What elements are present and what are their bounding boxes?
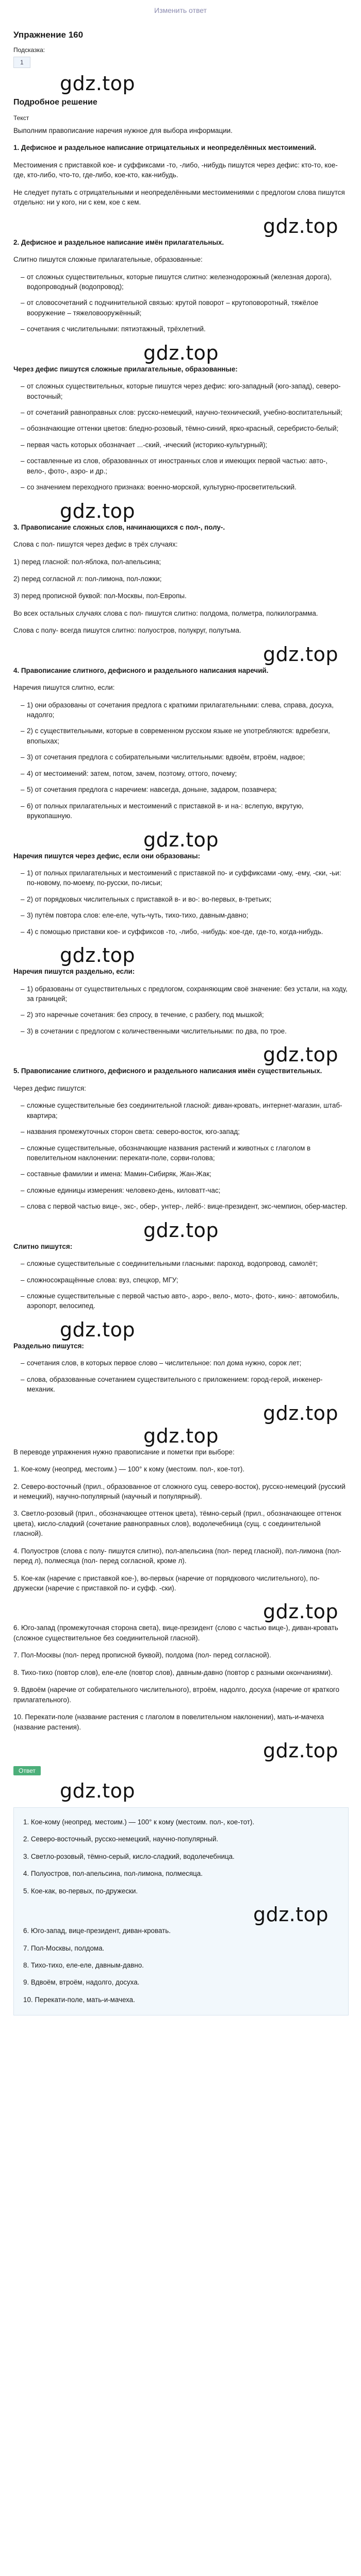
answer-item: 7. Пол-Москвы (пол- перед прописной буквой), полдома (пол- перед согласной). (13, 1651, 271, 1659)
section-title: 4. Правописание слитного, дефисного и раздельного написания наречий. (13, 666, 269, 674)
watermark-stamp: gdz.top (262, 214, 338, 238)
answer-item: 2. Северо-восточный, русско-немецкий, научно-популярный. (23, 1835, 219, 1843)
list-item: – составленные из слов, образованных от иностранных слов и имеющих первой частью: авто-, вело-, фото-, аэро- и др.; (21, 456, 349, 476)
hint-label: Подсказка: (13, 46, 45, 54)
watermark-stamp: gdz.top (60, 1318, 136, 1341)
top-link[interactable]: Изменить ответ (154, 6, 207, 14)
sections (13, 143, 349, 1424)
list-item: – 4) с помощью приставки кое- и суффиксов -то, -либо, -нибудь: кое-где, где-то, когда-нибудь. (21, 927, 349, 937)
list-item: – со значением переходного признака: военно-морской, культурно-просветительский. (21, 482, 349, 492)
list-item: – 3) в сочетании с предлогом с количественными числительными: по два, по трое. (21, 1026, 349, 1036)
section-title: 1. Дефисное и раздельное написание отрицательных и неопределённых местоимений. (13, 144, 316, 152)
answer-item: 8. Тихо-тихо, еле-еле, давным-давно. (23, 1961, 144, 1969)
section-list (13, 272, 349, 334)
section-list (13, 984, 349, 1037)
list-item: – 1) от полных прилагательных и местоимений с приставкой по- и суффиксами -ому, -ему, -ски, -ьи: по-новому, по-моему, по-русски, по-лисьи; (21, 868, 349, 888)
answer-label: Ответ (13, 1766, 41, 1775)
section-paragraph: 1) перед гласной: пол-яблока, пол-апельсина; (13, 557, 161, 566)
answer-item: 5. Кое-как, во-первых, по-дружески. (23, 1887, 138, 1895)
tab-1[interactable]: 1 (13, 57, 30, 68)
list-item: – составные фамилии и имена: Мамин-Сибиряк, Жан-Жак; (21, 1169, 349, 1179)
answer-item: 1. Кое-кому (неопред. местоим.) — 100° к кому (местоим. пол-, кое-тот). (23, 1818, 255, 1826)
section-paragraph: Наречия пишутся слитно, если: (13, 684, 115, 692)
list-item: – первая часть которых обозначает ...-ский, -ический (историко-культурный); (21, 440, 349, 450)
answer-box (13, 1807, 349, 2015)
answer-item: 3. Светло-розовый (прил., обозначающее оттенок цвета), тёмно-серый (прил., обозначающее оттенок цвета), кисло-сладкий (сочетание равноправных слов), водолечебница (сущ. с соединительной гласной). (13, 1510, 341, 1538)
list-item: – 1) они образованы от сочетания предлога с краткими прилагательными: слева, справа, досуха, надолго; (21, 700, 349, 720)
answer-item: 6. Юго-запад, вице-президент, диван-кровать. (23, 1927, 171, 1935)
section-paragraph: Слитно пишутся сложные прилагательные, образованные: (13, 256, 203, 264)
section-list (13, 1358, 349, 1394)
text-label: Текст (13, 114, 29, 122)
section-list (13, 700, 349, 821)
solution-title: Подробное решение (13, 98, 97, 107)
answer-item: 4. Полуостров (слова с полу- пишутся слитно), пол-апельсина (пол- перед гласной), пол-лимона (пол- перед л), полмесяца (пол- перед согласной, кроме л). (13, 1547, 341, 1565)
watermark-stamp: gdz.top (60, 1779, 136, 1802)
answer-list-full (13, 1464, 349, 1732)
section-title: Слитно пишутся: (13, 1242, 73, 1250)
watermark-stamp: gdz.top (262, 642, 338, 666)
closing-paragraph: В переводе упражнения нужно правописание и пометки при выборе: (13, 1448, 235, 1456)
section-list (13, 1100, 349, 1212)
list-item: – от словосочетаний с подчинительной связью: крутой поворот – крутоповоротный, тяжёлое вооружение – тяжеловооружённый; (21, 298, 349, 318)
section-paragraph: Слова с полу- всегда пишутся слитно: полуостров, полукруг, полутьма. (13, 626, 241, 635)
list-item: – 6) от полных прилагательных и местоимений с приставкой в- и на-: вслепую, вкрутую, врукопашную. (21, 801, 349, 821)
section-title: 3. Правописание сложных слов, начинающихся с пол-, полу-. (13, 523, 225, 531)
watermark-stamp: gdz.top (60, 944, 136, 967)
watermark-stamp: gdz.top (262, 1043, 338, 1066)
answer-item: 4. Полуостров, пол-апельсина, пол-лимона, полмесяца. (23, 1870, 203, 1878)
list-item: – сложносокращённые слова: вуз, спецкор, МГУ; (21, 1275, 349, 1285)
section-paragraph: Не следует путать с отрицательными и неопределёнными местоимениями с предлогом слова пишутся отдельно: ни у кого, ни с кем, кое с кем. (13, 188, 345, 207)
answer-item: 9. Вдвоём (наречие от собирательного числительного), втроём, надолго, досуха (наречие от краткого прилагательного). (13, 1686, 339, 1704)
watermark-stamp: gdz.top (262, 1739, 338, 1762)
watermark-stamp: gdz.top (60, 499, 136, 522)
list-item: – 5) от сочетания предлога с наречием: навсегда, доныне, задаром, позавчера; (21, 785, 349, 794)
watermark-stamp: gdz.top (143, 341, 219, 364)
answer-item: 6. Юго-запад (промежуточная сторона света), вице-президент (слово с частью вице-), диван-кровать (сложное существительное без соединительной гласной). (13, 1624, 338, 1642)
section-title: Раздельно пишутся: (13, 1342, 84, 1350)
answer-item: 10. Перекати-поле (название растения с глаголом в повелительном наклонении), мать-и-мачеха (название растения). (13, 1713, 324, 1731)
intro: Выполним правописание наречия нужное для выбора информации. (13, 127, 233, 134)
answer-item: 7. Пол-Москвы, полдома. (23, 1944, 105, 1952)
section-list (13, 381, 349, 493)
content (13, 21, 349, 2021)
list-item: – сочетания с числительными: пятиэтажный, трёхлетний. (21, 324, 349, 334)
answer-item: 5. Кое-как (наречие с приставкой кое-), во-первых (наречие от порядкового числительного), по-дружески (наречие с приставкой по- и суфф. -ски). (13, 1574, 320, 1592)
list-item: – 2) от порядковых числительных с приставкой в- и во-: во-первых, в-третьих; (21, 894, 349, 904)
list-item: – 2) это наречные сочетания: без спросу, в течение, с разбегу, под мышкой; (21, 1010, 349, 1020)
watermark-stamp: gdz.top (143, 1424, 219, 1447)
list-item: – сложные существительные, обозначающие названия растений и животных с глаголом в повелительном наклонении: перекати-поле, сорви-голова; (21, 1143, 349, 1163)
list-item: – 2) с существительными, которые в современном русском языке не употребляются: вдребезги, впопыхах; (21, 726, 349, 746)
section-list (13, 868, 349, 937)
answer-item: 8. Тихо-тихо (повтор слов), еле-еле (повтор слов), давным-давно (повтор с разными окончаниями). (13, 1668, 333, 1676)
tabs (13, 57, 349, 68)
answer-item: 3. Светло-розовый, тёмно-серый, кисло-сладкий, водолечебница. (23, 1852, 235, 1860)
list-item: – слова, образованные сочетанием существительного с приложением: город-герой, инженер-механик. (21, 1375, 349, 1395)
list-item: – от сочетаний равноправных слов: русско-немецкий, научно-технический, учебно-воспитательный; (21, 408, 349, 417)
watermark-stamp: gdz.top (143, 828, 219, 851)
list-item: – сложные единицы измерения: человеко-день, киловатт-час; (21, 1185, 349, 1195)
section-title: 2. Дефисное и раздельное написание имён прилагательных. (13, 238, 224, 246)
watermark-stamp: gdz.top (253, 1903, 329, 1926)
section-paragraph: Во всех остальных случаях слова с пол- пишутся слитно: полдома, полметра, полкилограмма. (13, 609, 318, 617)
list-item: – сложные существительные с первой частью авто-, аэро-, вело-, мото-, фото-, кино-: автомобиль, аэропорт, велосипед. (21, 1291, 349, 1311)
watermark-stamp: gdz.top (60, 72, 136, 95)
list-item: – слова с первой частью вице-, экс-, обер-, унтер-, лейб-: вице-президент, экс-чемпион, обер-мастер. (21, 1201, 349, 1211)
section-list (13, 1259, 349, 1311)
section-title: 5. Правописание слитного, дефисного и раздельного написания имён существительных. (13, 1067, 322, 1075)
section-title: Наречия пишутся раздельно, если: (13, 968, 135, 976)
section-paragraph: 2) перед согласной л: пол-лимона, пол-ложки; (13, 574, 162, 583)
list-item: – сложные существительные с соединительными гласными: пароход, водопровод, самолёт; (21, 1259, 349, 1268)
list-item: – 4) от местоимений: затем, потом, зачем, поэтому, оттого, почему; (21, 769, 349, 778)
list-item: – сложные существительные без соединительной гласной: диван-кровать, интернет-магазин, штаб-квартира; (21, 1100, 349, 1121)
list-item: – названия промежуточных сторон света: северо-восток, юго-запад; (21, 1127, 349, 1137)
section-paragraph: Местоимения с приставкой кое- и суффиксами -то, -либо, -нибудь пишутся через дефис: кто-то, кое-где, кто-либо, что-то, где-либо, кое-кто, как-нибудь. (13, 161, 338, 179)
top-bar (0, 0, 361, 21)
answer-item: 9. Вдвоём, втроём, надолго, досуха. (23, 1978, 140, 1987)
list-item: – 1) образованы от существительных с предлогом, сохраняющим своё значение: без устали, на ходу, за границей; (21, 984, 349, 1004)
list-item: – обозначающие оттенки цветов: бледно-розовый, тёмно-синий, ярко-красный, серебристо-белый; (21, 423, 349, 433)
section-paragraph: 3) перед прописной буквой: пол-Москвы, пол-Европы. (13, 592, 187, 600)
watermark-stamp: gdz.top (143, 1218, 219, 1242)
answer-item: 2. Северо-восточный (прил., образованное от сложного сущ. северо-восток), русско-немецкий (русский и немецкий), научно-популярный (научный и популярный). (13, 1482, 346, 1500)
watermark-stamp: gdz.top (262, 1401, 338, 1425)
list-item: – от сложных существительных, которые пишутся слитно: железнодорожный (железная дорога), водопроводный (водопровод); (21, 272, 349, 292)
exercise-title: Упражнение 160 (13, 30, 84, 40)
section-title: Наречия пишутся через дефис, если они образованы: (13, 852, 201, 860)
list-item: – 3) от сочетания предлога с собирательными числительными: вдвоём, втроём, надвое; (21, 752, 349, 762)
list-item: – сочетания слов, в которых первое слово – числительное: пол дома нужно, сорок лет; (21, 1358, 349, 1368)
answer-item: 1. Кое-кому (неопред. местоим.) — 100° к кому (местоим. пол-, кое-тот). (13, 1465, 245, 1473)
section-paragraph: Через дефис пишутся: (13, 1084, 86, 1092)
list-item: – от сложных существительных, которые пишутся через дефис: юго-западный (юго-запад), северо-восточный; (21, 381, 349, 401)
watermark-stamp: gdz.top (262, 1600, 338, 1623)
list-item: – 3) путём повтора слов: еле-еле, чуть-чуть, тихо-тихо, давным-давно; (21, 910, 349, 920)
section-title: Через дефис пишутся сложные прилагательные, образованные: (13, 365, 238, 373)
section-paragraph: Слова с пол- пишутся через дефис в трёх случаях: (13, 540, 178, 549)
answer-item: 10. Перекати-поле, мать-и-мачеха. (23, 1995, 135, 2004)
